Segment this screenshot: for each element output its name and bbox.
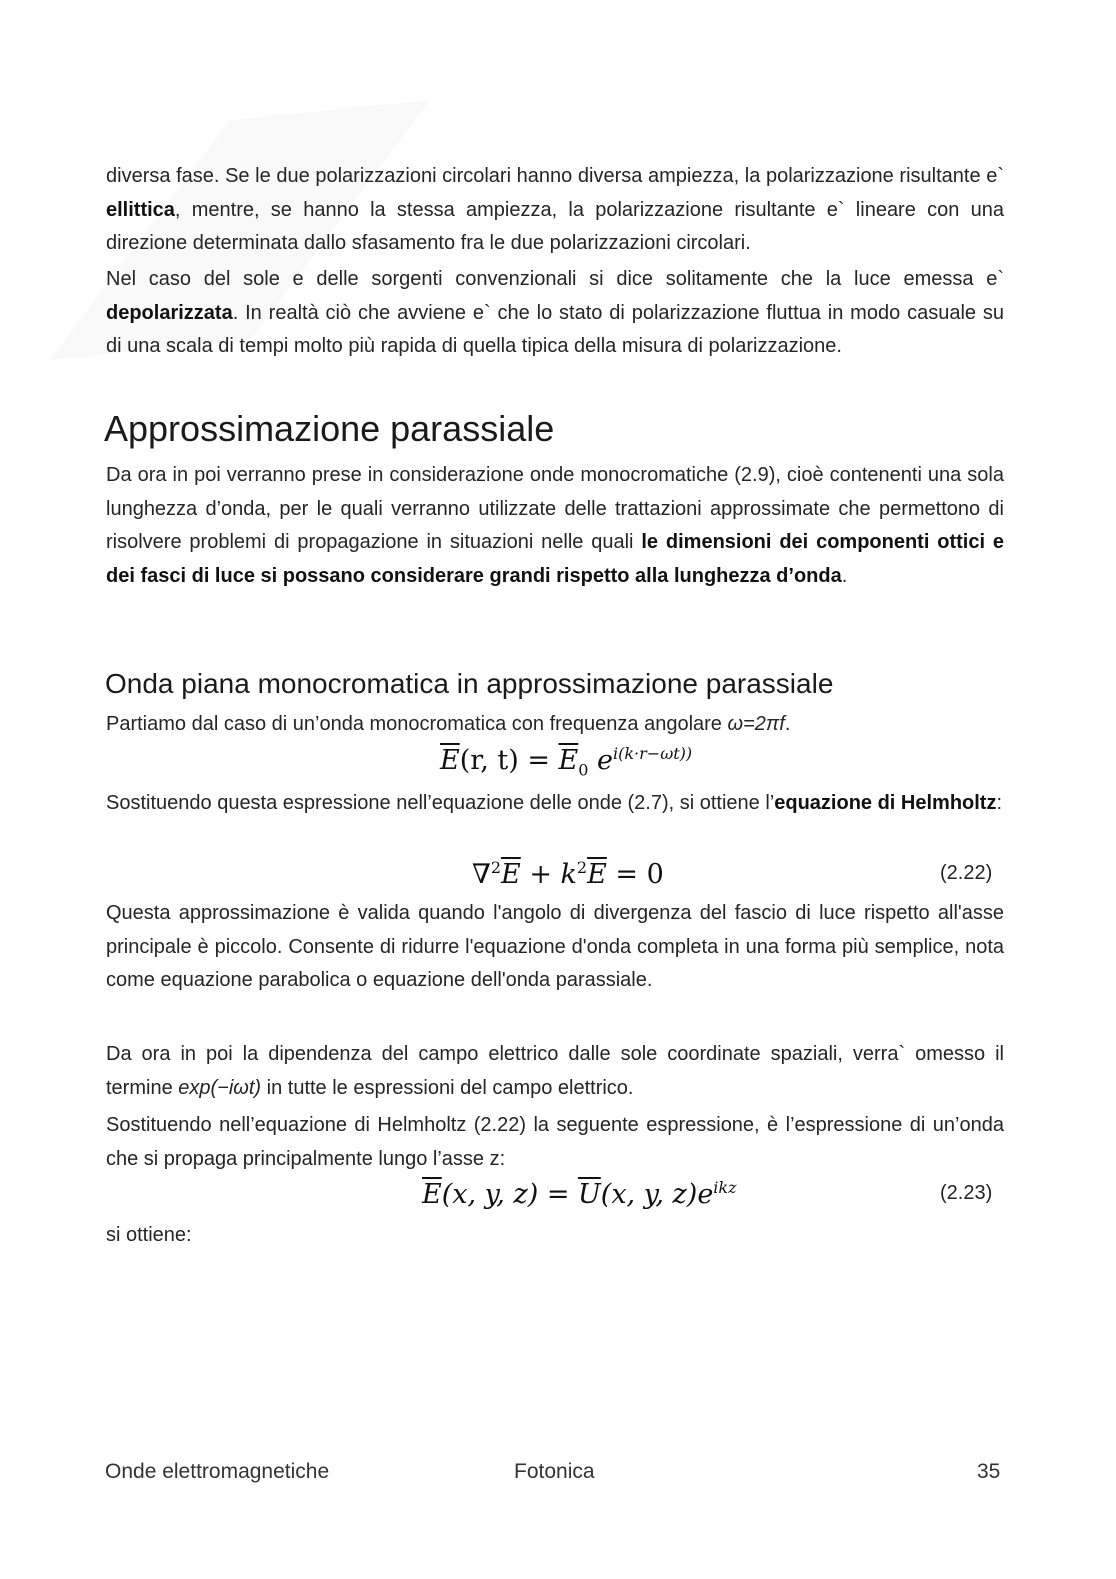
paragraph-polarization: diversa fase. Se le due polarizzazioni circolari hanno diversa ampiezza, la polarizzazione risultante e` ellittica, mentre, se hanno la stessa ampiezza, la polarizzazione risultante e` lineare con una direzione determinata dallo sfasamento fra le due polarizzazioni circolari. xyxy=(106,165,1004,254)
section-heading-paraxial: Approssimazione parassiale xyxy=(104,408,555,449)
paragraph-result: si ottiene: xyxy=(106,1224,192,1246)
term-dimensions: le dimensioni dei componenti ottici e dei fasci di luce si possano considerare grandi rispetto alla lunghezza d’onda xyxy=(106,531,1005,587)
equation-number-2-23: (2.23) xyxy=(940,1182,993,1204)
paragraph-monochromatic: Da ora in poi verranno prese in considerazione onde monocromatiche (2.9), cioè contenenti una sola lunghezza d’onda, per le quali verranno utilizzate delle trattazioni approssimate che permettono di risolvere problemi di propagazione in situazioni nelle quali le dimensioni dei componenti ottici e dei fasci di luce si possano considerare grandi rispetto alla lunghezza d’onda. xyxy=(106,464,1005,587)
page-number: 35 xyxy=(977,1460,1001,1483)
paragraph-time-dependence: Da ora in poi la dipendenza del campo elettrico dalle sole coordinate spaziali, verra` omesso il termine exp(−iωt) in tutte le espressioni del campo elettrico. xyxy=(106,1043,1004,1099)
subsection-heading-plane-wave: Onda piana monocromatica in approssimazione parassiale xyxy=(105,668,834,699)
paragraph-helmholtz: Sostituendo questa espressione nell’equazione delle onde (2.7), si ottiene l’equazione di Helmholtz: xyxy=(106,792,1003,814)
equation-helmholtz: $\nabla^2\overline{E} + k^2\overline{E} = 0$ xyxy=(472,858,664,890)
paragraph-depolarized: Nel caso del sole e delle sorgenti convenzionali si dice solitamente che la luce emessa e` depolarizzata. In realtà ciò che avviene e` che lo stato di polarizzazione fluttua in modo casuale su di una scala di tempi molto più rapida di quella tipica della misura di polarizzazione. xyxy=(106,268,1004,357)
footer-course: Fotonica xyxy=(514,1460,595,1483)
formula-exp: exp(−iωt) xyxy=(178,1076,262,1099)
equation-paraxial-field: $\overline{E}(x$, y, $z) = \overline{U}(x$, y, $z)e^{ikz}$ xyxy=(422,1178,737,1210)
footer-chapter: Onde elettromagnetiche xyxy=(105,1460,330,1483)
equation-plane-wave: $\overline{E}(r$, $t) = \overline{E}_0$ $e^{i(k\cdot r-\omega t))}$ xyxy=(440,744,693,780)
paragraph-angular-frequency: Partiamo dal caso di un’onda monocromatica con frequenza angolare ω=2πf. xyxy=(106,713,791,735)
formula-omega: ω=2πf xyxy=(727,713,785,735)
term-depolarizzata: depolarizzata xyxy=(106,301,233,324)
term-ellittica: ellittica xyxy=(106,198,175,221)
paragraph-validity: Questa approssimazione è valida quando l'angolo di divergenza del fascio di luce rispetto all'asse principale è piccolo. Consente di ridurre l'equazione d'onda completa in una forma più semplice, nota come equazione parabolica o equazione dell'onda parassiale. xyxy=(106,902,1004,991)
equation-number-2-22: (2.22) xyxy=(940,862,993,884)
term-helmholtz: equazione di Helmholtz xyxy=(774,792,997,814)
paragraph-substitution: Sostituendo nell’equazione di Helmholtz (2.22) la seguente espressione, è l’espressione di un’onda che si propaga principalmente lungo l’asse z: xyxy=(106,1114,1004,1170)
